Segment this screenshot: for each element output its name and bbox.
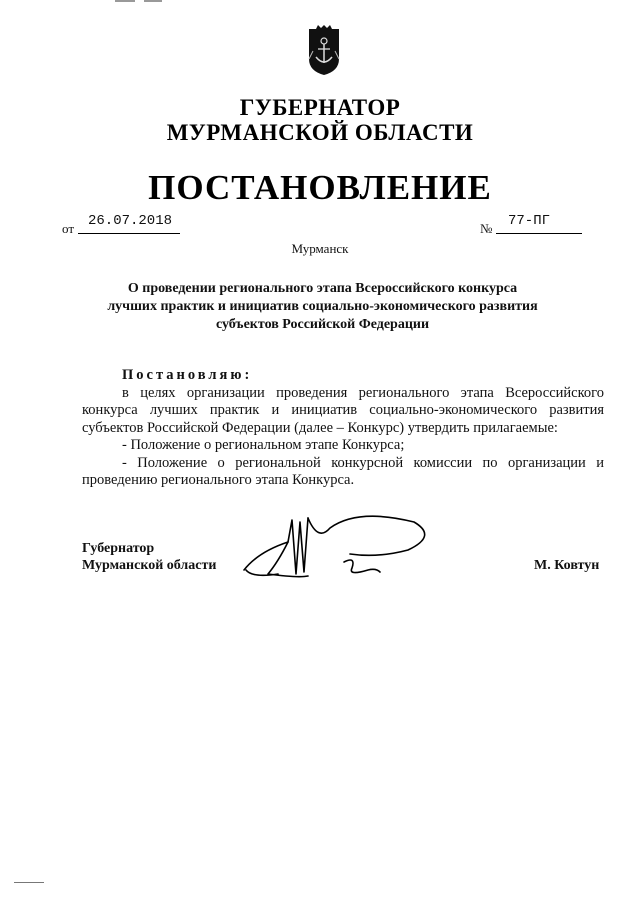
title-line: О проведении регионального этапа Всероссийского конкурса [127,281,518,296]
date-underline [78,233,180,234]
document-date: 26.07.2018 [88,213,173,229]
scan-mark [14,882,44,883]
coat-of-arms-icon [303,25,345,77]
list-item: - Положение о региональном этапе Конкурса; [122,437,405,453]
authority-title-line1: ГУБЕРНАТОР [239,95,401,120]
decree-word: Постановляю: [122,367,253,383]
body-paragraph: в целях организации проведения регионального этапа Всероссийского конкурса лучших практик и инициатив социально-экономического развития субъектов Российской Федерации (далее – Конкурс) утвердить прилагаемые: [82,384,604,436]
signer-name: М. Ковтун [534,558,600,573]
document-number: 77-ПГ [508,213,551,229]
date-prefix: от [62,221,75,236]
title-line: субъектов Российской Федерации [215,317,430,332]
signer-position-line2: Мурманской области [82,558,217,573]
title-line: лучших практик и инициатив социально-экономического развития [107,299,538,314]
authority-title-line2: МУРМАНСКОЙ ОБЛАСТИ [166,120,474,145]
number-underline [496,233,582,234]
document-body [82,367,604,490]
signer-position-line1: Губернатор [82,541,155,556]
handwritten-signature-icon [238,512,438,592]
scan-mark [115,0,135,2]
list-item: - Положение о региональной конкурсной комиссии по организации и проведению регионального этапа Конкурса. [82,454,604,488]
document-title [90,280,555,334]
number-prefix: № [480,221,493,236]
city: Мурманск [291,241,349,256]
scan-mark [144,0,162,2]
document-type: ПОСТАНОВЛЕНИЕ [148,168,492,207]
